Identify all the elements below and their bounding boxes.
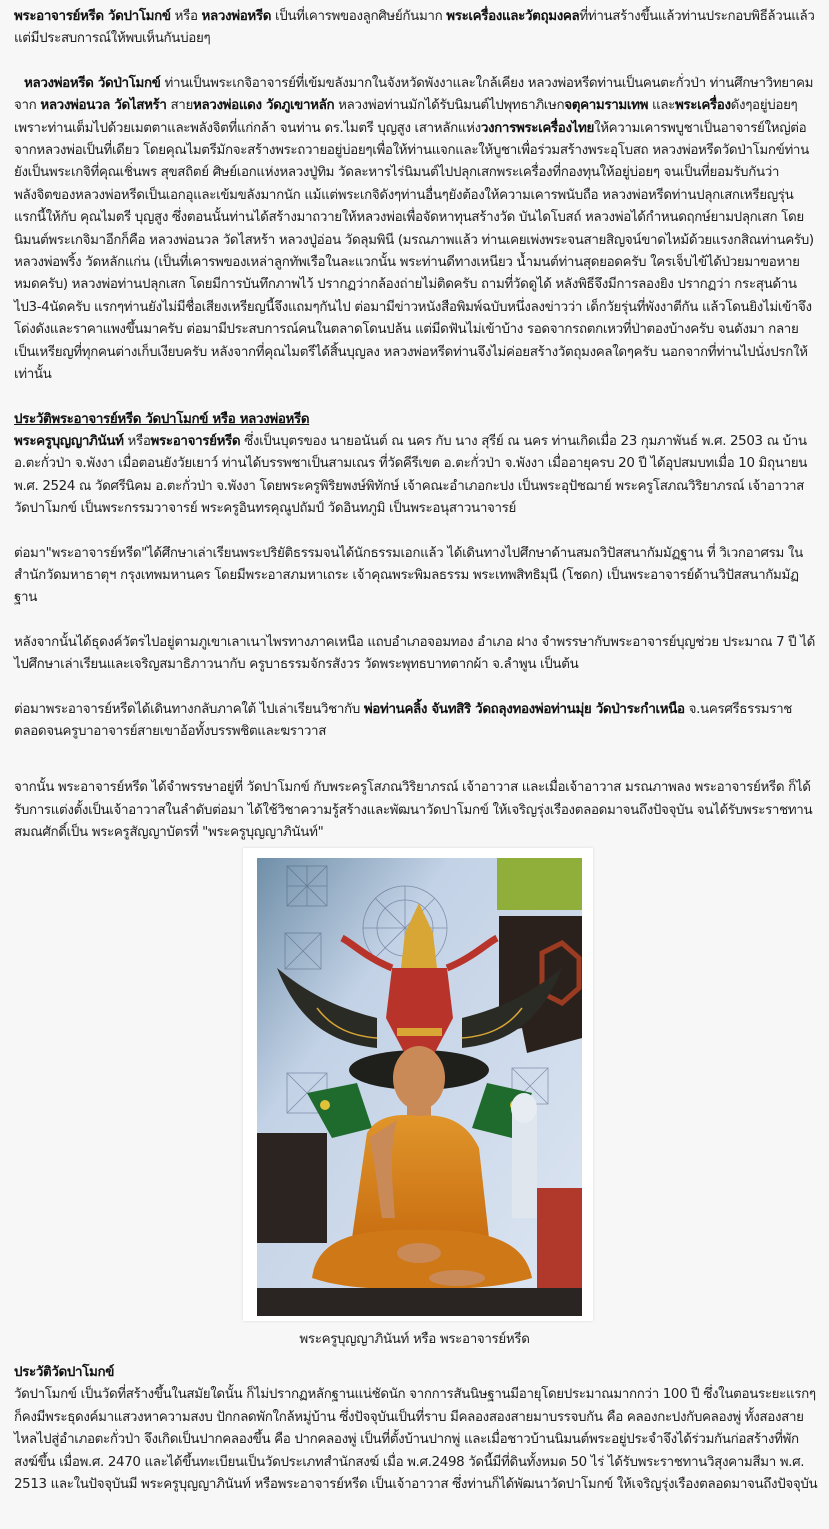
- text: สาย: [166, 98, 193, 114]
- bold-text: พระอาจารย์หรีด: [150, 433, 241, 449]
- text: ที่ท่านสร้างขึ้นแล้วท่านประกอบพิธีล้วนแล้วแต่มีประสบการณ์ให้พบเห็นกันบ่อยๆ: [14, 9, 815, 47]
- photo-caption: พระครูบุญญาภินันท์ หรือ พระอาจารย์หรีด: [299, 1332, 530, 1347]
- bio-paragraph-1: [14, 431, 815, 521]
- bio-paragraph-3: หลังจากนั้นได้ธุดงค์วัตรไปอยู่ตามภูเขาเลาเนาไพรทางภาคเหนือ แถบอำเภอจอมทอง อำเภอ ฝาง จำพรรษากับพระอาจารย์บุญช่วย ประมาณ 7 ปี ได้ไปศึกษาเล่าเรียนและเจริญสมาธิภาวนากับ ครูบาธรรมจักรสังวร วัดพระพุทธบาทตากผ้า จ.ลำพูน เป็นต้น: [14, 634, 815, 673]
- text: ซึ่งเป็นบุตรของ นายอนันต์ ณ นคร กับ นาง สุรีย์ ณ นคร ท่านเกิดเมื่อ 23 กุมภาพันธ์ พ.ศ. 2503 ณ บ้าน อ.ตะกั่วป่า จ.พังงา เมื่อตอนยังวัยเยาว์ ท่านได้บรรพชาเป็นสามเณร ที่วัดคีรีเขต อ.ตะกั่วป่า จ.พังงา เมื่ออายุครบ 20 ปี ได้อุปสมบทเมื่อ 10 มิถุนายน พ.ศ. 2524 ณ วัดศรีนิคม อ.ตะกั่วป่า จ.พังงา โดยพระครูพิริยพงษ์พิทักษ์ เจ้าคณะอำเภอกะปง เป็นพระอุปัชฌาย์ พระครูโสภณวิริยาภรณ์ เจ้าอาวาสวัดปาโมกข์ เป็นพระกรรมวาจารย์ พระครูอินทรคุณูปถัมป์ วัดอินทภูมิ เป็นพระอนุสาวนาจารย์: [14, 433, 808, 517]
- text: หรือ: [170, 9, 202, 24]
- bold-text: หลวงพ่อนวล วัดไสหร้า: [40, 98, 167, 114]
- photo-frame: [243, 848, 593, 1321]
- monk-photo: [257, 858, 582, 1316]
- text: เป็นที่เคารพของลูกศิษย์กันมาก: [271, 9, 447, 24]
- bold-text: หลวงพ่อหรีด วัดป่าโมกข์: [24, 75, 161, 91]
- bold-text: พระเครื่อง: [674, 98, 731, 114]
- text: ดังๆอยู่บ่อยๆ เพราะท่านเต็มไปด้วยเมตตาและพลังจิตที่แก่กล้า จนท่าน ดร.ไมตรี บุญสูง เสาหลักแห่ง: [14, 98, 798, 136]
- bold-text: หลวงพ่อแดง วัดภูเขาหลัก: [192, 98, 335, 114]
- bold-text: วงการพระเครื่องไทย: [480, 120, 595, 136]
- bio-paragraph-4: [14, 699, 815, 744]
- bold-text: หลวงพ่อหรีด: [201, 9, 272, 24]
- text: หรือ: [123, 433, 151, 449]
- bold-text: พระครูบุญญาภินันท์: [14, 433, 124, 449]
- temple-paragraph: วัดปาโมกข์ เป็นวัดที่สร้างขึ้นในสมัยใดนั้น ก็ไม่ปรากฏหลักฐานแน่ชัดนัก จากการสันนิษฐานมีอายุโดยประมาณมากกว่า 100 ปี ซึ่งในตอนระยะแรกๆ ก็คงมีพระธุดงค์มาแสวงหาความสงบ ปักกลดพักใกล้หมู่บ้าน ซึ่งปัจจุบันเป็นที่ราบ มีคลองสองสายมาบรรจบกัน คือ คลองกะปงกับคลองพู่ ทั้งสองสายไหลไปสู่อำเภอตะกั่วป่า จึงเกิดเป็นปากคลองขึ้น คือ ปากคลองพู่ เป็นที่ตั้งบ้านปากพู่ และเมื่อชาวบ้านนิมนต์พระอยู่ประจำจึงได้ร่วมกันก่อสร้างที่พักสงฆ์ขึ้น เมื่อพ.ศ. 2470 และได้ขึ้นทะเบียนเป็นวัดประเภทสำนักสงฆ์ เมื่อ พ.ศ.2498 วัดนี้มีที่ดินทั้งหมด 50 ไร่ ได้รับพระราชทานวิสุงคามสีมา พ.ศ. 2513 และในปัจจุบันมี พระครูบุญญาภินันท์ หรือพระอาจารย์หรีด เป็นเจ้าอาวาส ซึ่งท่านก็ได้พัฒนาวัดปาโมกข์ ให้เจริญรุ่งเรืองตลอดมาจนถึงปัจจุบัน: [14, 1387, 818, 1493]
- temple-heading: ประวัติวัดปาโมกข์: [14, 1365, 115, 1380]
- text: จ.นครศรีธรรมราช ตลอดจนครูบาอาจารย์สายเขาอ้อทั้งบรรพชิตและฆราวาส: [14, 701, 793, 739]
- bold-text: พระอาจารย์หรีด วัดปาโมกข์: [14, 9, 171, 24]
- bio-paragraph-2: ต่อมา"พระอาจารย์หรีด"ได้ศึกษาเล่าเรียนพระปริยัติธรรมจนได้นักธรรมเอกแล้ว ได้เดินทางไปศึกษาด้านสมถวิปัสสนากัมมัฏฐาน ที่ วิเวกอาศรม ในสำนักวัดมหาธาตุฯ กรุงเทพมหานคร โดยมีพระอาสภมหาเถระ เจ้าคุณพระพิมลธรรม พระเทพสิทธิมุนี (โชดก) เป็นพระอาจารย์ด้านวิปัสสนากัมมัฏฐาน: [14, 545, 803, 606]
- temple-history-section: [14, 1362, 819, 1496]
- text: ท่านเป็นพระเกจิอาจารย์ที่เข้มขลังมากในจังหวัดพังงาและใกล้เคียง หลวงพ่อหรีดท่านเป็นคนตะกั่วป่า ท่านศึกษาวิทยาคมจาก: [14, 75, 814, 114]
- bold-text: จตุคามรามเทพ: [564, 98, 649, 114]
- text: และ: [648, 98, 675, 114]
- background-paragraph: [14, 73, 815, 387]
- bold-text: พระเครื่องและวัตถุมงคล: [446, 9, 580, 24]
- bio-heading: ประวัติพระอาจารย์หรีด วัดปาโมกข์ หรือ หลวงพ่อหรีด: [14, 411, 310, 427]
- bold-text: พ่อท่านคลิ้ง จันทสิริ วัดถลุงทองพ่อท่านมุ่ย วัดป่าระกำเหนือ: [363, 701, 685, 717]
- intro-paragraph: [14, 6, 815, 51]
- bio-paragraph-5: จากนั้น พระอาจารย์หรีด ได้จำพรรษาอยู่ที่ วัดปาโมกข์ กับพระครูโสภณวิริยาภรณ์ เจ้าอาวาส และเมื่อเจ้าอาวาส มรณภาพลง พระอาจารย์หรีด ก็ได้รับการแต่งตั้งเป็นเจ้าอาวาสในลำดับต่อมา ได้ใช้วิชาความรู้สร้างและพัฒนาวัดปาโมกข์ ให้เจริญรุ่งเรืองตลอดมาจนถึงปัจจุบัน จนได้รับพระราชทานสมณศักดิ์เป็น พระครูสัญญาบัตรที่ "พระครูบุญญาภินันท์": [14, 780, 813, 841]
- text: ให้ความเคารพบูชาเป็นอาจารย์ใหญ่ต่อจากหลวงพ่อเป็นที่เดียว โดยคุณไมตรีมักจะสร้างพระถวายอยู่บ่อยๆเพื่อให้ท่านแจกและให้บูชาเพื่อร่วมสร้างพระอุโบสถ หลวงพ่อหรีดวัดป่าโมกข์ท่านยังเป็นพระเกจิที่คุณเชิ่นพร สุขสถิตย์ ศิษย์เอกแห่งหลวงปู่ทิม วัดละหารไร่นิมนต์ไปปลุกเสกพระเครื่องที่กองทุนให้อยู่บ่อยๆ จนเป็นที่ยอมรับกันว่าพลังจิตของหลวงพ่อหรีดเป็นเอกอุและเข้มขลังมากนัก แม้แต่พระเกจิดังๆท่านอื่นๆยังต้องให้ความเคารพนับถือ หลวงพ่อหรีดท่านปลุกเสกเหรียญรุ่นแรกนี้ให้กับ คุณไมตรี บุญสูง ซึ่งตอนนั้นท่านได้สร้างมาถวายให้หลวงพ่อเพื่อจัดหาทุนสร้างวัด บันไดโบสถ์ หลวงพ่อได้กำหนดฤกษ์ยามปลุกเสก โดยนิมนต์พระเกจิมาอีกก็คือ หลวงพ่อนวล วัดไสหร้า หลวงปู่อ่อน วัดลุมพินี (มรณภาพแล้ว ท่านเคยเพ่งพระจนสายสิญจน์ขาดไหม้ด้วยแรงกสิณท่านครับ) หลวงพ่อพริ้ง วัดหลักแก่น (เป็นที่เคารพของเหล่าลูกทัพเรือในละแวกนั้น พระท่านดีทางเหนียว น้ำมนต์ท่านสุดยอดครับ ใครเจ็บไข้ได้ป่วยมาขอหายหมดครับ) หลวงพ่อท่านปลุกเสก โดยมีการบันทึกภาพไว้ ปรากฏว่ากล้องถ่ายไม่ติดครับ ถามที่วัดดูได้ หลังพิธีจึงมีการลองยิง ปรากฏว่า กระสุนด้านไป3-4นัดครับ แรกๆท่านยังไม่มีชื่อเสียงเหรียญนี้จึงแถมๆกันไป ต่อมามีข่าวหนังสือพิมพ์ฉบับหนึ่งลงข่าวว่า เด็กวัยรุ่นที่พังงาตีกัน แล้วโดนยิงไม่เข้าจึงโด่งดังและราคาแพงขึ้นมาครับ ต่อมามีประสบการณ์คนในตลาดโดนปล้น แต่มีดฟันไม่เข้าบ้าง รอดจากรถตกเหวที่ป่าตองบ้างครับ จนดังมา กลายเป็นเหรียญที่ทุกคนต่างเก็บเงียบครับ หลังจากที่คุณไมตรีได้สิ้นบุญลง หลวงพ่อหรีดท่านจึงไม่ค่อยสร้างวัตถุมงคลใดๆครับ นอกจากที่ท่านไปนั่งปรกให้เท่านั้น: [14, 120, 814, 383]
- text: หลวงพ่อท่านมักได้รับนิมนต์ไปพุทธาภิเษก: [334, 98, 565, 114]
- text: ต่อมาพระอาจารย์หรีดได้เดินทางกลับภาคใต้ ไปเล่าเรียนวิชากับ: [14, 701, 364, 717]
